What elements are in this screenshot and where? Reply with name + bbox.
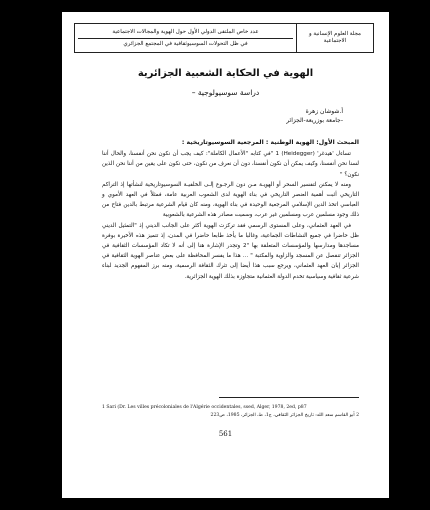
paragraph-3: في العهد العثماني، وعلى المستوى الرسمي فقد تركزت الهوية أكثر على الجانب الديني إذ "التمثيل الديني ظل حاضرا في جميع النشاطات الجماعية، وغالبا ما يأخذ طابعا حاضرا في المدن، إذ تتميز هذه الأخيرة بوفرة مساجدها ومدارسها والمؤسسات المتعلقة بها "2 وتجدر الإشارة هنا إلى أنه لا تكاد المؤسسات الثقافية في الجزائر تنفصل عن المسجد والزاوية والمكتبة " ... هذا ما يفسر المحافظة على بعض عناصر الهوية الثقافية في الجزائر إبان العهد العثماني، ويرجع سبب هذا أيضا إلى تثرك الثقافة الرسمية، ومنه برز المفهوم الجديد لبناء شرعية ثقافية وسياسية تخدم الدولة العثمانية متجاوزة بذلك الهوية الجزائرية. (102, 222, 359, 280)
issue-line-1: عدد خاص الملتقى الدولي الأول حول الهوية والمجالات الاجتماعية (112, 28, 259, 35)
issue-line-2: في ظل التحولات السوسيوثقافية في المجتمع الجزائري (78, 38, 293, 48)
article-subtitle: دراسة سوسيولوجية – (191, 88, 260, 97)
author-name: أ.شوشان زهرة (305, 108, 343, 115)
paragraph-2: ومنه لا يمكنن لتفسير السحر أو الهويـة مـن دون الرجـوع إلـى الخلفيـة السوسيوتاريخية لنشأتها إذ التراكم التاريخي أثبت أهمية العنصر التاريخي في بناء الهوية لدى الشعوب العربية عامة، فمثلاً في العهد الأموي و العباسي اتخذ الدين الإسلامي المرجعية الوحيدة في بناء الهوية، ومنه كان قيام الشرعية مرتبط بالدين فتاح من ذلك وجود مسلمين عرب ومسلمين غير عرب، وسميت مصادر هذه الشرعية بالشعوبية (102, 181, 359, 219)
article-title: الهوية في الحكاية الشعبية الجزائرية (137, 68, 314, 79)
journal-header (74, 23, 374, 53)
article-body (102, 138, 359, 282)
paragraph-1: تساءل 'هيدغر' (Heidegger) 1 "في كتابه "الأعمال الكاملة": كيف يجب أن نكون نحن أنفسنا، والحال أننا لسنا نحن أنفسنا، وكيف يمكن أن نكون أنفسنا، دون أن نعرف من نكون، حتى نكون على يقين من أننا نحن الذين نكون؟ " (102, 151, 359, 178)
footnote-1: 1 Sari (Dr. Les villes précoloniales de l'Algérie occidentales, ssed, Alger, 1978, 2ed, p87 (102, 405, 307, 410)
footnotes (102, 404, 359, 420)
author-block (182, 107, 343, 125)
issue-info (75, 24, 296, 52)
footnote-divider (219, 397, 359, 398)
document-page (62, 12, 389, 498)
author-affiliation: -جامعة بوزريعة-الجزائر (286, 117, 343, 124)
journal-name: مجلة العلوم الإنسانية و الاجتماعية (296, 24, 373, 52)
footnote-2: 2 أبو القاسم سعد الله: تاريخ الجزائر الثقافي، ج1، ط، الجزائر، 1985، ص223 (210, 413, 359, 418)
page-number: 561 (218, 430, 233, 438)
section-heading: المبحث الأول: الهوية الوطنية : المرجعية السوسيوتاريخية : (181, 139, 359, 146)
